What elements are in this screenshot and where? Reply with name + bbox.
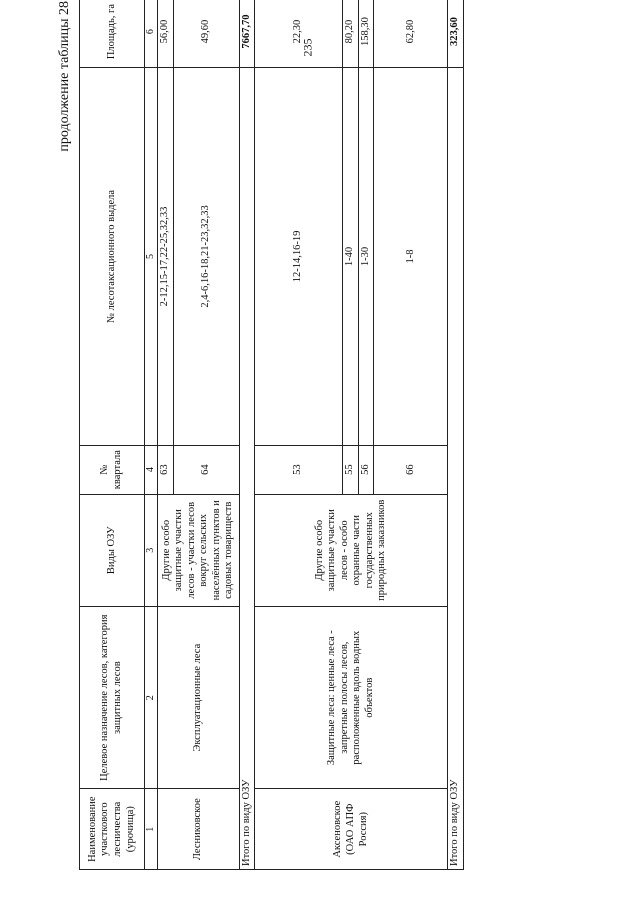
area-cell: 80,20 (343, 0, 359, 68)
colnum-1: 1 (145, 789, 158, 870)
plots-cell: 12-14,16-19 (255, 68, 343, 446)
quarter-cell: 55 (343, 445, 359, 494)
table-caption: продолжение таблицы 28 (57, 1, 72, 152)
header-ozu: Виды ОЗУ (80, 494, 145, 606)
colnum-6: 6 (145, 0, 158, 68)
header-name: Наименование участкового лесничества (урочища) (80, 789, 145, 870)
quarter-cell: 53 (255, 445, 343, 494)
header-quarter: № квартала (80, 445, 145, 494)
plots-cell: 1-40 (343, 68, 359, 446)
column-number-row (145, 0, 158, 870)
total-row (239, 0, 255, 870)
quarter-cell: 64 (173, 445, 239, 494)
page-number: 235 (300, 38, 314, 57)
total-row (448, 0, 464, 870)
colnum-5: 5 (145, 68, 158, 446)
header-purpose: Целевое назначение лесов, категория защитных лесов (80, 606, 145, 788)
colnum-4: 4 (145, 445, 158, 494)
area-cell: 158,30 (358, 0, 374, 68)
total-value: 323,60 (448, 0, 464, 68)
area-cell: 22,30 (255, 0, 343, 68)
forestry-name: Аксеновское (ОАО АПФ Россия) (255, 789, 448, 870)
quarter-cell: 63 (158, 445, 174, 494)
ozu-type: Другие особо защитные участки лесов - особо охранные части государственных природных заказников (255, 494, 448, 606)
forest-purpose: Защитные леса: ценные леса - запретные полосы лесов, расположенные вдоль водных объектов (255, 606, 448, 788)
header-area: Площадь, га (80, 0, 145, 68)
area-cell: 62,80 (374, 0, 448, 68)
quarter-cell: 56 (358, 445, 374, 494)
forestry-name: Лесниковское (158, 789, 240, 870)
plots-cell: 1-30 (358, 68, 374, 446)
colnum-2: 2 (145, 606, 158, 788)
forest-purpose: Эксплуатационные леса (158, 606, 240, 788)
header-plots: № лесотаксационного выдела (80, 68, 145, 446)
total-label: Итого по виду ОЗУ (448, 68, 464, 870)
total-value: 7667,70 (239, 0, 255, 68)
plots-cell: 1-8 (374, 68, 448, 446)
plots-cell: 2,4-6,16-18,21-23,32,33 (173, 68, 239, 446)
table-row (255, 0, 343, 870)
total-label: Итого по виду ОЗУ (239, 68, 255, 870)
quarter-cell: 66 (374, 445, 448, 494)
header-row (80, 0, 145, 870)
plots-cell: 2-12,15-17,22-25,32,33 (158, 68, 174, 446)
rotated-page (57, 0, 612, 870)
colnum-3: 3 (145, 494, 158, 606)
ozu-table (79, 0, 464, 870)
ozu-type: Другие особо защитные участки лесов - участки лесов вокруг сельских населённых пунктов и садовых товариществ (158, 494, 240, 606)
area-cell: 49,60 (173, 0, 239, 68)
table-row (158, 0, 174, 870)
area-cell: 56,00 (158, 0, 174, 68)
